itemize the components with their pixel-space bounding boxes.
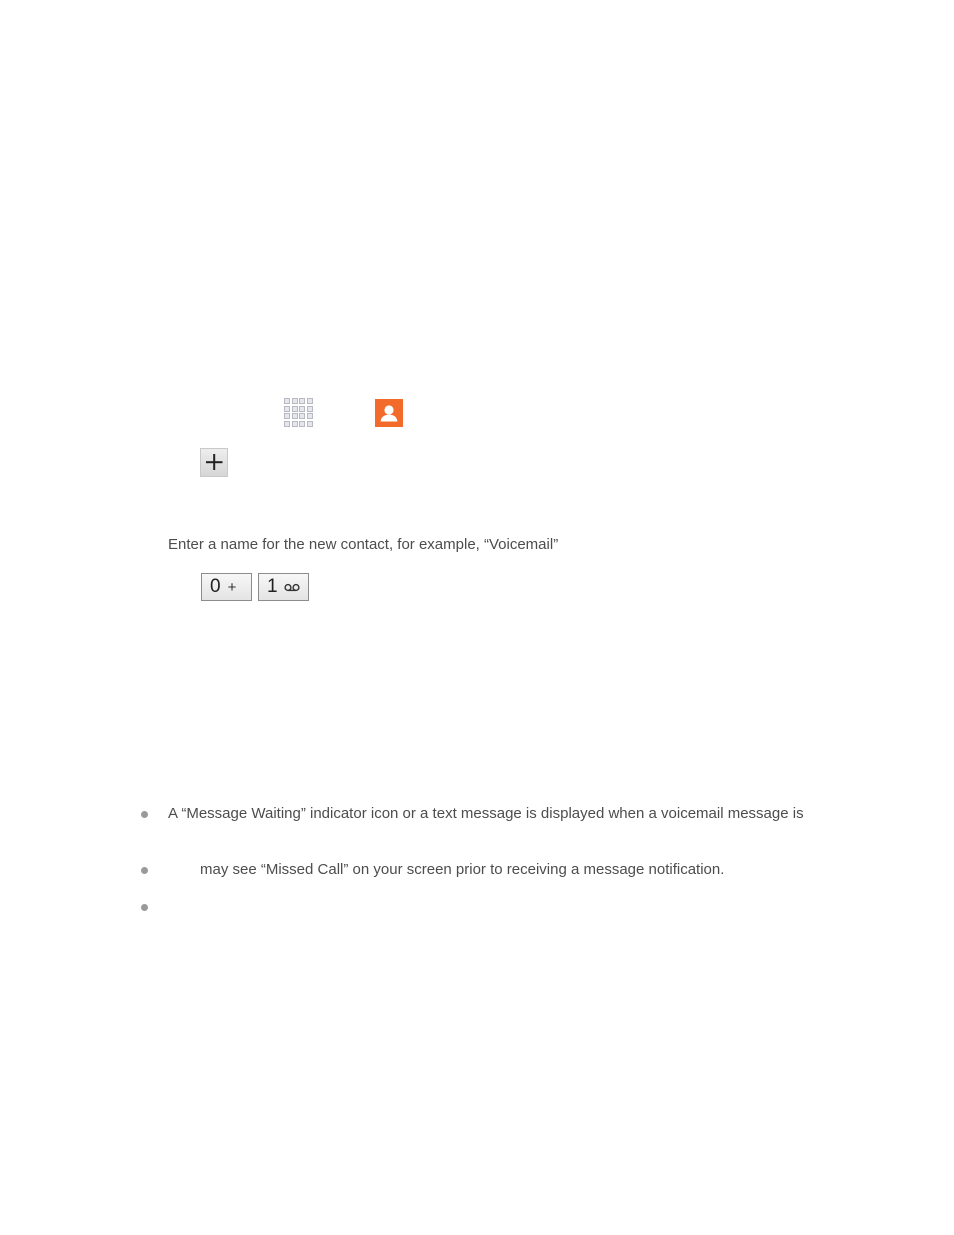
- bullet-marker: [141, 867, 148, 874]
- apps-grid-icon: [284, 398, 312, 427]
- voicemail-icon: [284, 583, 300, 592]
- note-message-waiting: A “Message Waiting” indicator icon or a text message is displayed when a voicemail message is: [168, 805, 804, 822]
- keypad-key-1: [258, 573, 309, 601]
- enter-name-step-text: Enter a name for the new contact, for example, “Voicemail”: [168, 536, 559, 553]
- key-0-digit: 0: [210, 576, 221, 597]
- bullet-marker: [141, 811, 148, 818]
- keypad-key-0: [201, 573, 252, 601]
- key-0-plus-label: +: [227, 578, 237, 596]
- key-1-digit: 1: [267, 576, 278, 597]
- note-missed-call: may see “Missed Call” on your screen prior to receiving a message notification.: [200, 861, 725, 878]
- contacts-icon: [375, 399, 403, 427]
- plus-icon: [200, 448, 228, 477]
- bullet-marker: [141, 904, 148, 911]
